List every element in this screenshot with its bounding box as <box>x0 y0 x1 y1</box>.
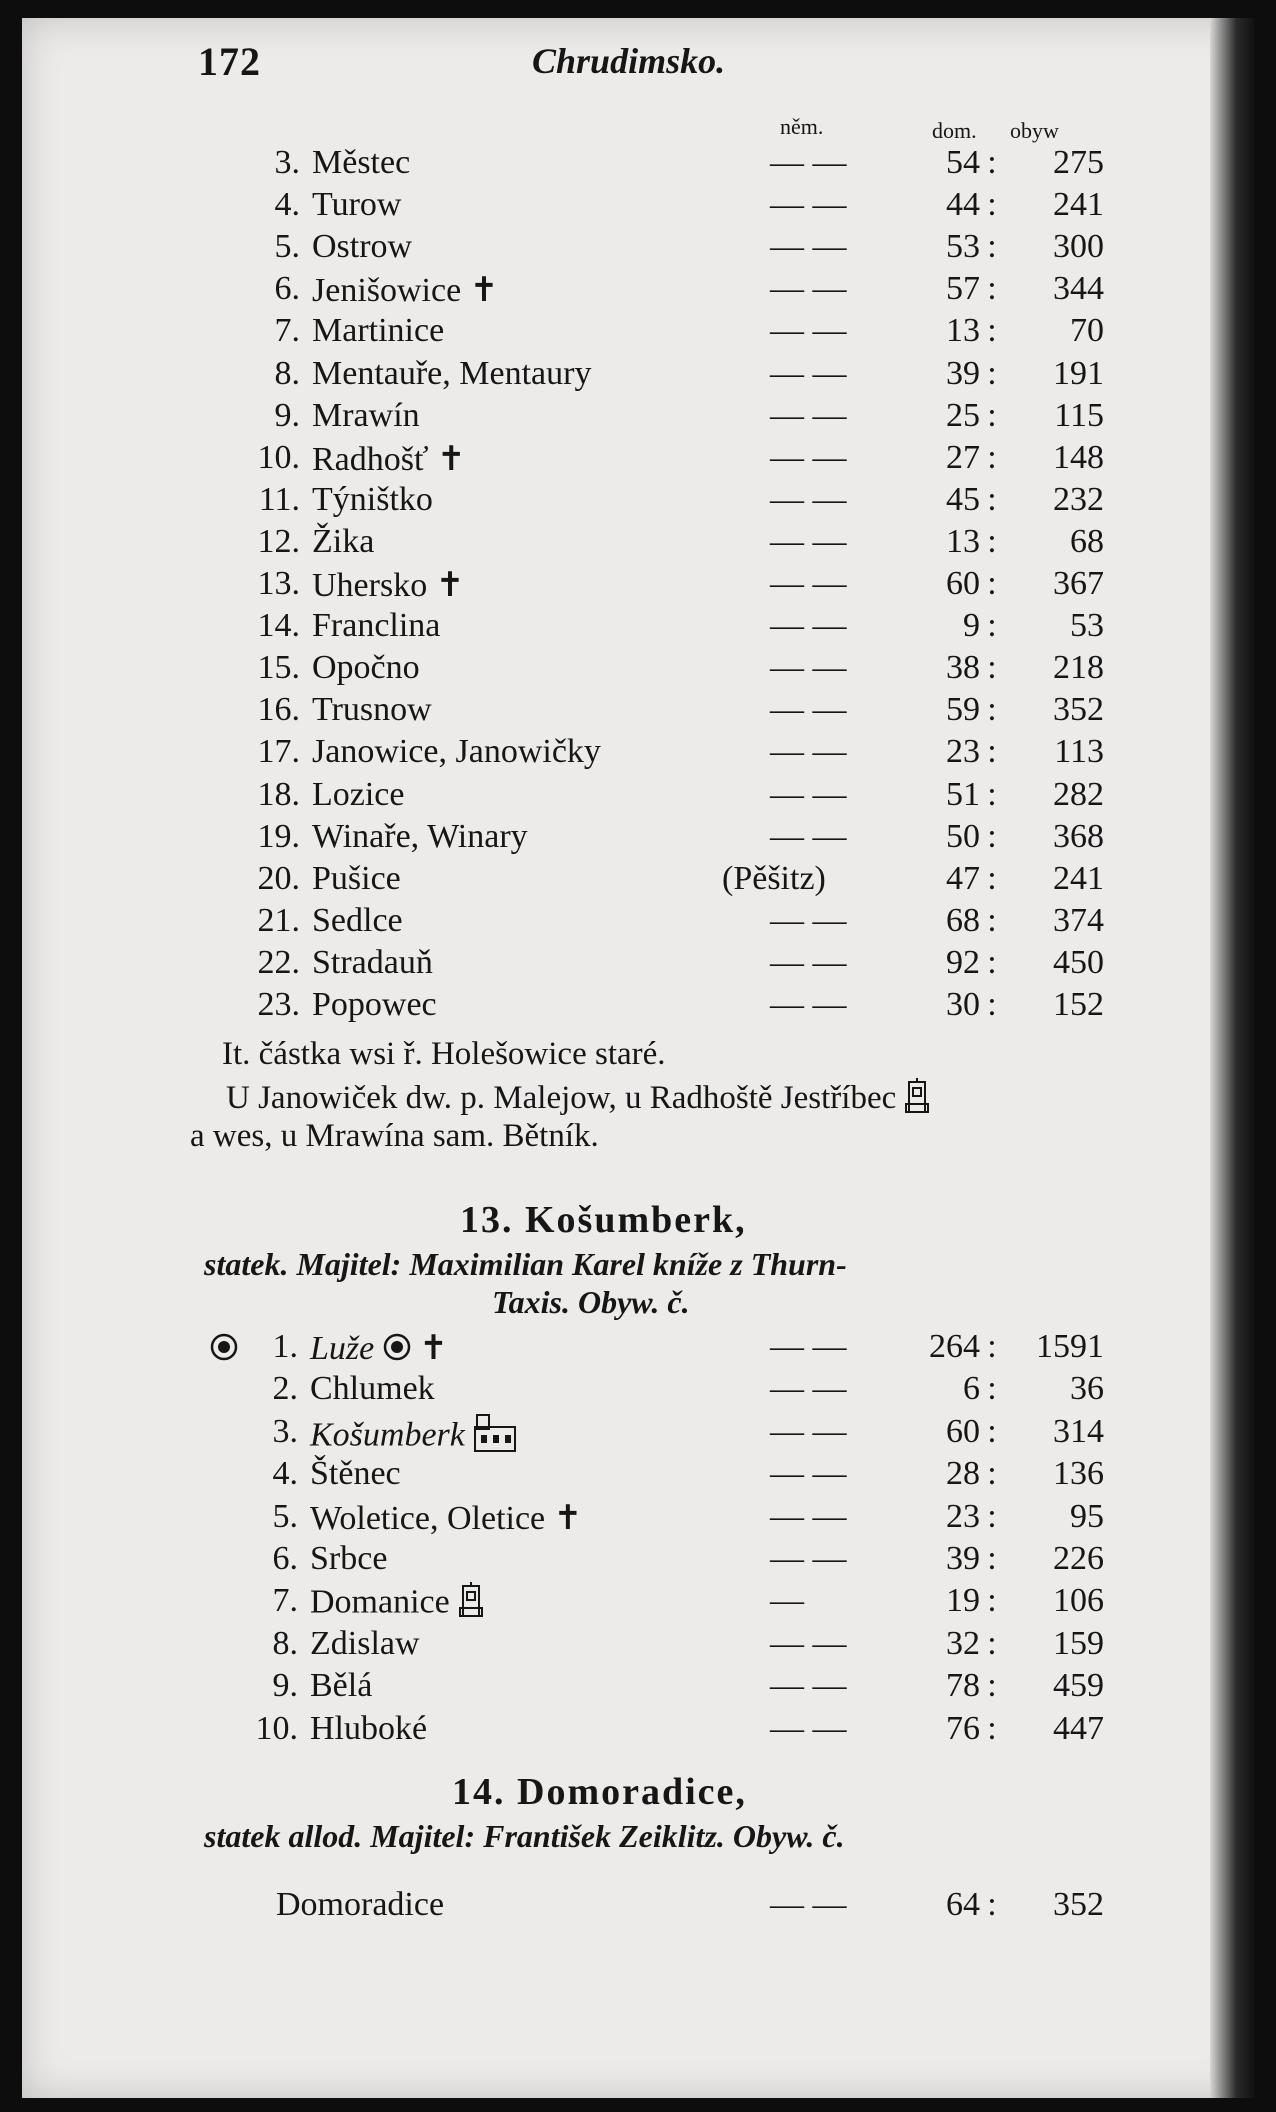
item-number: 5. <box>272 1497 298 1535</box>
place-name-text: Hluboké <box>310 1709 428 1747</box>
house-count: 27 <box>946 438 980 476</box>
population-count: 314 <box>1053 1412 1104 1450</box>
population-count: 191 <box>1053 354 1104 392</box>
note-line-2 <box>226 1078 930 1123</box>
running-title: Chrudimsko. <box>532 41 726 81</box>
list-item <box>22 1886 1254 1928</box>
population-count: 459 <box>1053 1667 1104 1705</box>
place-name-text: Martinice <box>312 312 445 350</box>
house-count: 54 <box>946 144 980 181</box>
house-count: 38 <box>946 649 980 687</box>
column-marks: — — <box>770 1328 847 1365</box>
list-item <box>22 986 1254 1028</box>
house-count: 92 <box>946 943 980 981</box>
column-marks: — — <box>770 228 847 266</box>
place-name <box>310 1328 448 1370</box>
separator: : <box>987 396 997 434</box>
population-count: 159 <box>1053 1624 1104 1662</box>
circle-dot-icon <box>383 1332 411 1370</box>
house-count: 47 <box>946 859 980 897</box>
separator: : <box>987 901 997 939</box>
separator: : <box>987 522 997 560</box>
place-name-text: Sedlce <box>312 901 403 939</box>
house-count: 60 <box>946 1412 980 1450</box>
item-number: 1. <box>272 1328 298 1365</box>
population-count: 352 <box>1053 691 1104 729</box>
separator: : <box>987 1412 997 1450</box>
separator: : <box>987 354 997 392</box>
cross-symbol: ✝ <box>435 567 465 604</box>
list-item <box>22 1710 1254 1752</box>
separator: : <box>987 228 997 266</box>
place-name <box>312 565 464 605</box>
place-name-text: Lozice <box>312 775 405 813</box>
house-count: 78 <box>946 1667 980 1705</box>
item-number: 5. <box>274 228 300 266</box>
place-name-text: Uhersko <box>312 567 428 604</box>
house-count: 53 <box>946 228 980 266</box>
separator: : <box>987 1886 997 1923</box>
place-name <box>310 1540 387 1578</box>
column-marks: — — <box>770 649 847 687</box>
place-name-text: Pušice <box>312 859 401 897</box>
tower-icon <box>458 1582 484 1627</box>
list-item <box>22 691 1254 733</box>
place-name <box>312 902 403 940</box>
list-item <box>22 1370 1254 1412</box>
separator: : <box>987 186 997 224</box>
separator: : <box>987 144 997 181</box>
house-count: 6 <box>963 1370 980 1408</box>
tower-icon <box>904 1078 930 1123</box>
house-count: 28 <box>946 1455 980 1493</box>
column-marks: — — <box>770 901 847 939</box>
population-count: 136 <box>1053 1455 1104 1493</box>
place-name-text: Domoradice <box>276 1886 445 1923</box>
item-number: 6. <box>274 270 300 308</box>
separator: : <box>987 312 997 350</box>
place-name-text: Žika <box>312 522 375 560</box>
house-count: 57 <box>946 270 980 308</box>
column-marks: — — <box>770 522 847 560</box>
house-count: 59 <box>946 691 980 729</box>
item-number: 4. <box>272 1455 298 1493</box>
place-name <box>310 1455 401 1493</box>
place-name-text: Srbce <box>310 1540 388 1577</box>
book-page <box>22 18 1254 2098</box>
item-number: 3. <box>274 144 300 181</box>
list-item <box>22 1540 1254 1582</box>
population-count: 275 <box>1053 144 1104 181</box>
population-count: 70 <box>1070 312 1104 350</box>
column-marks: — — <box>770 565 847 602</box>
section-13-title: 13. Košumberk, <box>460 1199 747 1241</box>
place-name <box>312 270 498 310</box>
place-name-text: Franclina <box>312 607 441 645</box>
separator: : <box>987 859 997 897</box>
item-number: 19. <box>257 817 300 855</box>
column-marks: — — <box>770 1624 847 1662</box>
list-item <box>22 1625 1254 1667</box>
column-marks: — — <box>770 270 847 308</box>
item-number: 14. <box>257 607 300 645</box>
column-marks: — — <box>770 817 847 855</box>
column-marks: — — <box>770 1667 847 1705</box>
separator: : <box>987 1582 997 1620</box>
place-name <box>312 439 466 479</box>
column-marks: (Pěšitz) <box>722 859 826 897</box>
column-marks: — — <box>770 480 847 518</box>
separator: : <box>987 438 997 476</box>
house-count: 23 <box>946 733 980 771</box>
list-item <box>22 1455 1254 1497</box>
house-count: 30 <box>946 986 980 1023</box>
separator: : <box>987 1667 997 1705</box>
item-number: 10. <box>257 438 300 476</box>
population-count: 447 <box>1053 1709 1104 1747</box>
place-name-text: Stradauň <box>312 943 433 981</box>
list-item <box>22 1413 1254 1455</box>
list-item <box>22 1328 1254 1370</box>
population-count: 300 <box>1053 228 1104 266</box>
house-count: 13 <box>946 312 980 350</box>
list-item <box>22 439 1254 481</box>
list-item <box>22 1667 1254 1709</box>
place-name <box>310 1582 484 1627</box>
population-count: 148 <box>1053 438 1104 476</box>
separator: : <box>987 1328 997 1365</box>
place-name-text: Turow <box>312 186 402 224</box>
list-item <box>22 186 1254 228</box>
population-count: 218 <box>1053 649 1104 687</box>
place-name <box>310 1370 435 1408</box>
population-count: 282 <box>1053 775 1104 813</box>
column-marks: — — <box>770 144 847 181</box>
place-name-text: Janowice, Janowičky <box>312 733 601 771</box>
place-name-text: Chlumek <box>310 1370 435 1408</box>
list-item <box>22 607 1254 649</box>
population-count: 344 <box>1053 270 1104 308</box>
place-name <box>310 1710 427 1748</box>
item-number: 4. <box>274 186 300 224</box>
item-number: 15. <box>257 649 300 687</box>
house-count: 264 <box>929 1328 980 1365</box>
place-name <box>312 355 591 393</box>
place-name-text: Trusnow <box>312 691 432 729</box>
population-count: 226 <box>1053 1540 1104 1577</box>
place-name-text: Domanice <box>310 1583 450 1621</box>
separator: : <box>987 1455 997 1493</box>
list-item <box>22 228 1254 270</box>
place-name <box>312 860 401 898</box>
separator: : <box>987 1624 997 1662</box>
place-name <box>312 397 420 435</box>
list-item <box>22 1498 1254 1540</box>
item-number: 6. <box>272 1540 298 1577</box>
place-name-text: Woletice, Oletice <box>310 1499 546 1537</box>
item-number: 3. <box>272 1412 298 1450</box>
house-count: 51 <box>946 775 980 813</box>
item-number: 17. <box>257 733 300 771</box>
item-number: 13. <box>257 565 300 602</box>
column-marks: — — <box>770 1370 847 1408</box>
house-count: 9 <box>963 607 980 645</box>
place-name <box>312 776 405 814</box>
house-count: 39 <box>946 1540 980 1577</box>
separator: : <box>987 1497 997 1535</box>
column-marks: — — <box>770 1540 847 1577</box>
house-count: 19 <box>946 1582 980 1620</box>
column-marks: — — <box>770 1497 847 1535</box>
separator: : <box>987 1709 997 1747</box>
column-marks: — — <box>770 986 847 1023</box>
list-item <box>22 860 1254 902</box>
section-14-title: 14. Domoradice, <box>452 1771 747 1813</box>
column-marks: — — <box>770 186 847 224</box>
list-item <box>22 1582 1254 1624</box>
column-marks: — — <box>770 607 847 645</box>
house-count: 45 <box>946 480 980 518</box>
separator: : <box>987 607 997 645</box>
place-name-text: Opočno <box>312 649 420 687</box>
item-number: 21. <box>257 901 300 939</box>
place-name <box>312 607 440 645</box>
column-marks: — — <box>770 1886 847 1923</box>
place-name-text: Mrawín <box>312 396 420 434</box>
place-name <box>312 481 433 519</box>
house-count: 76 <box>946 1709 980 1747</box>
item-number: 12. <box>257 522 300 560</box>
population-count: 374 <box>1053 901 1104 939</box>
item-number: 8. <box>274 354 300 392</box>
column-marks: — — <box>770 1455 847 1493</box>
section-14-subtitle: statek allod. Majitel: František Zeiklitz. Obyw. č. <box>204 1818 845 1854</box>
item-number: 7. <box>274 312 300 350</box>
place-name <box>312 523 374 561</box>
place-name <box>276 1886 444 1924</box>
item-number: 7. <box>272 1582 298 1620</box>
house-count: 13 <box>946 522 980 560</box>
place-name-text: Ostrow <box>312 228 413 266</box>
separator: : <box>987 817 997 855</box>
column-marks: — — <box>770 438 847 476</box>
list-item <box>22 944 1254 986</box>
note-line-2-text: U Janowiček dw. p. Malejow, u Radhoště Jestříbec <box>226 1080 897 1117</box>
separator: : <box>987 986 997 1023</box>
separator: : <box>987 270 997 308</box>
population-count: 367 <box>1053 565 1104 602</box>
place-name <box>312 228 412 266</box>
list-item <box>22 270 1254 312</box>
population-count: 68 <box>1070 522 1104 560</box>
population-count: 241 <box>1053 186 1104 224</box>
place-name <box>312 312 444 350</box>
cross-symbol: ✝ <box>419 1330 448 1367</box>
item-number: 10. <box>255 1709 298 1747</box>
cross-symbol: ✝ <box>437 440 466 478</box>
population-count: 36 <box>1070 1370 1104 1408</box>
item-number: 18. <box>257 775 300 813</box>
separator: : <box>987 733 997 771</box>
note-line-3: a wes, u Mrawína sam. Bětník. <box>190 1118 599 1154</box>
item-number: 9. <box>274 396 300 434</box>
population-count: 232 <box>1053 480 1104 518</box>
separator: : <box>987 649 997 687</box>
house-count: 32 <box>946 1624 980 1662</box>
column-header-dom: dom. <box>932 118 977 143</box>
population-count: 95 <box>1070 1497 1104 1535</box>
list-item <box>22 818 1254 860</box>
population-count: 152 <box>1053 986 1104 1023</box>
item-number: 23. <box>257 986 300 1023</box>
house-count: 64 <box>946 1886 980 1923</box>
place-name-text: Jenišowice <box>312 272 462 310</box>
column-marks: — — <box>770 733 847 771</box>
section-13-subtitle-1: statek. Majitel: Maximilian Karel kníže z Thurn- <box>204 1246 847 1282</box>
place-name <box>310 1667 372 1705</box>
population-count: 115 <box>1054 396 1104 434</box>
place-name-text: Luže <box>310 1330 375 1367</box>
list-item <box>22 565 1254 607</box>
population-count: 241 <box>1053 859 1104 897</box>
place-name <box>312 986 437 1024</box>
list-item <box>22 902 1254 944</box>
list-item <box>22 312 1254 354</box>
item-number: 2. <box>272 1370 298 1408</box>
place-name <box>312 186 401 224</box>
item-number: 22. <box>257 943 300 981</box>
separator: : <box>987 1370 997 1408</box>
separator: : <box>987 691 997 729</box>
population-count: 1591 <box>1036 1328 1104 1365</box>
list-item <box>22 523 1254 565</box>
item-number: 20. <box>257 859 300 897</box>
column-header-nem: něm. <box>780 114 824 139</box>
place-name <box>312 649 420 687</box>
list-item <box>22 144 1254 186</box>
list-item <box>22 776 1254 818</box>
place-name-text: Městec <box>312 144 411 181</box>
separator: : <box>987 480 997 518</box>
place-name-text: Popowec <box>312 986 437 1023</box>
item-number: 8. <box>272 1624 298 1662</box>
population-count: 368 <box>1053 817 1104 855</box>
page-number: 172 <box>198 39 261 84</box>
column-marks: — <box>770 1582 804 1620</box>
place-name <box>312 144 410 182</box>
item-number: 11. <box>258 480 300 518</box>
column-marks: — — <box>770 943 847 981</box>
population-count: 450 <box>1053 943 1104 981</box>
item-number: 16. <box>257 691 300 729</box>
house-count: 44 <box>946 186 980 224</box>
population-count: 53 <box>1070 607 1104 645</box>
house-count: 50 <box>946 817 980 855</box>
column-header-obyw: obyw <box>1010 118 1059 143</box>
place-name <box>310 1498 582 1538</box>
list-item <box>22 355 1254 397</box>
place-name-text: Zdislaw <box>310 1624 420 1662</box>
population-count: 106 <box>1053 1582 1104 1620</box>
house-count: 23 <box>946 1497 980 1535</box>
place-name-text: Bělá <box>310 1667 373 1705</box>
separator: : <box>987 565 997 602</box>
place-name-text: Týništko <box>312 480 433 518</box>
place-name-text: Mentauře, Mentaury <box>312 354 592 392</box>
place-name-text: Winaře, Winary <box>312 817 528 855</box>
cross-symbol: ✝ <box>469 272 499 310</box>
place-name <box>312 733 601 771</box>
place-name <box>312 944 433 982</box>
column-marks: — — <box>770 312 847 350</box>
house-count: 60 <box>946 565 980 602</box>
section-13-subtitle-2: Taxis. Obyw. č. <box>492 1284 690 1320</box>
place-name-text: Radhošť <box>312 440 429 478</box>
column-marks: — — <box>770 396 847 434</box>
cross-symbol: ✝ <box>553 1499 583 1537</box>
house-count: 68 <box>946 901 980 939</box>
column-marks: — — <box>770 775 847 813</box>
list-item <box>22 481 1254 523</box>
column-marks: — — <box>770 691 847 729</box>
place-name-text: Košumberk <box>310 1416 465 1454</box>
place-name <box>312 691 432 729</box>
separator: : <box>987 775 997 813</box>
column-marks: — — <box>770 1709 847 1747</box>
place-name-text: Štěnec <box>310 1455 401 1493</box>
list-item <box>22 397 1254 439</box>
population-count: 352 <box>1053 1886 1104 1923</box>
separator: : <box>987 943 997 981</box>
house-count: 25 <box>946 396 980 434</box>
population-count: 113 <box>1054 733 1104 771</box>
list-item <box>22 649 1254 691</box>
list-item <box>22 733 1254 775</box>
item-number: 9. <box>272 1667 298 1705</box>
column-marks: — — <box>770 354 847 392</box>
place-name <box>310 1625 420 1663</box>
house-count: 39 <box>946 354 980 392</box>
separator: : <box>987 1540 997 1577</box>
column-marks: — — <box>770 1412 847 1450</box>
place-name <box>312 818 528 856</box>
note-line-1: It. částka wsi ř. Holešowice staré. <box>222 1036 666 1072</box>
